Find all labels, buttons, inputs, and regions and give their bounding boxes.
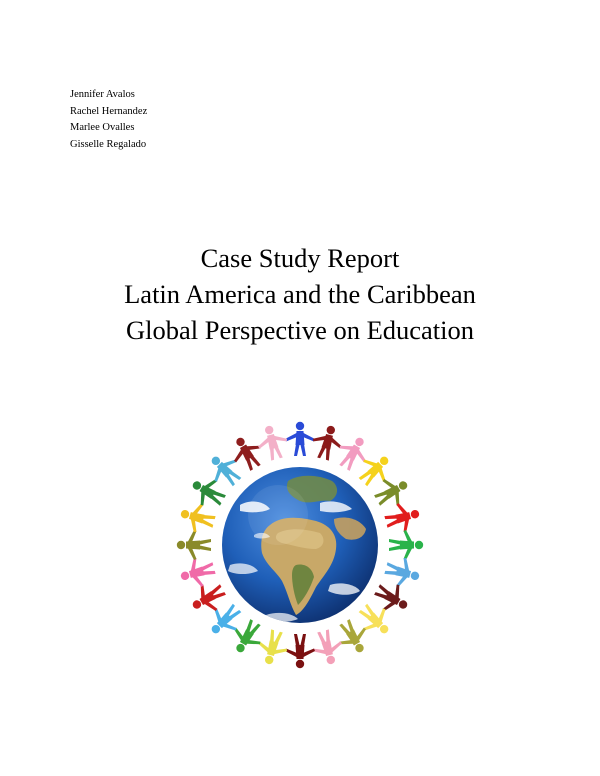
earth-globe (222, 467, 378, 623)
title-line-2: Latin America and the Caribbean (124, 279, 476, 309)
child-figure-icon (177, 530, 211, 560)
child-figure-icon (370, 577, 415, 620)
child-figure-icon (225, 615, 268, 660)
child-figure-icon (309, 627, 347, 668)
title-line-3: Global Perspective on Education (125, 315, 475, 345)
child-figure-icon (254, 627, 292, 668)
author-name: Marlee Ovalles (70, 122, 135, 133)
child-figure-icon (370, 470, 415, 513)
child-figure-icon (309, 422, 347, 463)
author-name: Jennifer Avalos (70, 89, 135, 100)
author-list (70, 87, 147, 153)
author-name: Gisselle Regalado (70, 138, 147, 150)
child-figure-icon (177, 499, 218, 537)
child-figure-icon (332, 615, 375, 660)
child-figure-icon (285, 422, 315, 456)
child-figure-icon (382, 554, 423, 592)
child-figure-icon (285, 634, 315, 668)
child-figure-icon (186, 470, 231, 513)
author-name: Rachel Hernandez (70, 105, 148, 117)
child-figure-icon (332, 431, 375, 476)
child-figure-icon (177, 554, 218, 592)
child-figure-icon (254, 422, 292, 463)
child-figure-icon (186, 577, 231, 620)
child-figure-icon (225, 431, 268, 476)
globe-with-children-holding-hands-icon (170, 415, 430, 675)
title-line-1: Case Study Report (200, 243, 400, 273)
child-figure-icon (382, 499, 423, 537)
child-figure-icon (389, 530, 423, 560)
report-title (0, 240, 600, 348)
